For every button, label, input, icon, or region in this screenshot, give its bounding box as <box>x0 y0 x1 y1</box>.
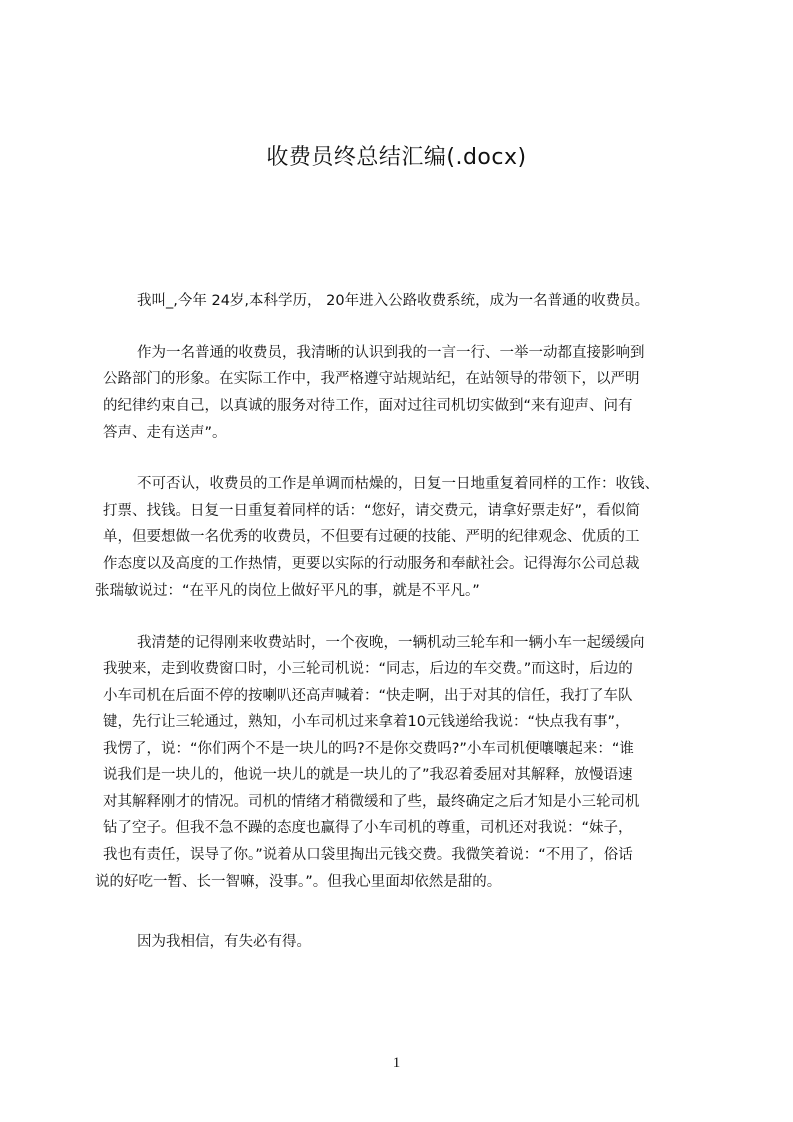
paragraph-1-line-1: 我叫_,今年 24岁,本科学历， 20年进入公路收费系统，成为一名普通的收费员。 <box>137 293 650 309</box>
paragraph-3-line-4: 作态度以及高度的工作热情，更要以实际的行动服务和奉献社会。记得海尔公司总裁 <box>103 556 640 572</box>
paragraph-4-line-8: 钻了空子。但我不急不躁的态度也赢得了小车司机的尊重，司机还对我说：“妹子， <box>103 820 633 836</box>
paragraph-2-line-3: 的纪律约束自己，以真诚的服务对待工作，面对过往司机切实做到“来有迎声、问有 <box>103 398 633 414</box>
paragraph-4-line-2: 我驶来，走到收费窗口时，小三轮司机说：“同志，后边的车交费。”而这时，后边的 <box>103 661 633 677</box>
paragraph-4-line-6: 说我们是一块儿的，他说一块儿的就是一块儿的了”我忍着委屈对其解释，放慢语速 <box>103 767 633 783</box>
paragraph-4-line-9: 我也有责任，误导了你。”说着从口袋里掏出元钱交费。我微笑着说：“不用了，俗话 <box>103 847 633 863</box>
page-number: 1 <box>392 1055 401 1071</box>
paragraph-4-line-10: 说的好吃一暂、长一智嘛，没事。”。但我心里面却依然是甜的。 <box>95 874 502 890</box>
paragraph-5-line-1: 因为我相信，有失必有得。 <box>137 934 311 950</box>
paragraph-2-line-4: 答声、走有送声”。 <box>103 425 227 441</box>
paragraph-3-line-3: 单，但要想做一名优秀的收费员，不但要有过硬的技能、严明的纪律观念、优质的工 <box>103 529 640 545</box>
paragraph-4-line-1: 我清楚的记得刚来收费站时，一个夜晚，一辆机动三轮车和一辆小车一起缓缓向 <box>137 635 645 651</box>
paragraph-3-line-1: 不可否认，收费员的工作是单调而枯燥的，日复一日地重复着同样的工作：收钱、 <box>137 476 659 492</box>
paragraph-4-line-5: 我愣了，说：“你们两个不是一块儿的吗?不是你交费吗?”小车司机便嚷嚷起来：“谁 <box>103 741 634 757</box>
paragraph-4-line-7: 对其解释刚才的情况。司机的情绪才稍微缓和了些，最终确定之后才知是小三轮司机 <box>103 794 640 810</box>
paragraph-3-line-2: 打票、找钱。日复一日重复着同样的话：“您好，请交费元，请拿好票走好”，看似简 <box>103 503 641 519</box>
paragraph-4-line-3: 小车司机在后面不停的按喇叭还高声喊着：“快走啊，出于对其的信任，我打了车队 <box>103 688 633 704</box>
paragraph-3-line-5: 张瑞敏说过：“在平凡的岗位上做好平凡的事，就是不平凡。” <box>95 583 480 599</box>
document-title: 收费员终总结汇编(.docx) <box>266 145 527 170</box>
paragraph-2-line-2: 公路部门的形象。在实际工作中，我严格遵守站规站纪，在站领导的带领下，以严明 <box>103 371 640 387</box>
paragraph-2-line-1: 作为一名普通的收费员，我清晰的认识到我的一言一行、一举一动都直接影响到 <box>137 345 645 361</box>
paragraph-4-line-4: 键，先行让三轮通过，熟知，小车司机过来拿着10元钱递给我说：“快点我有事”， <box>103 714 630 730</box>
